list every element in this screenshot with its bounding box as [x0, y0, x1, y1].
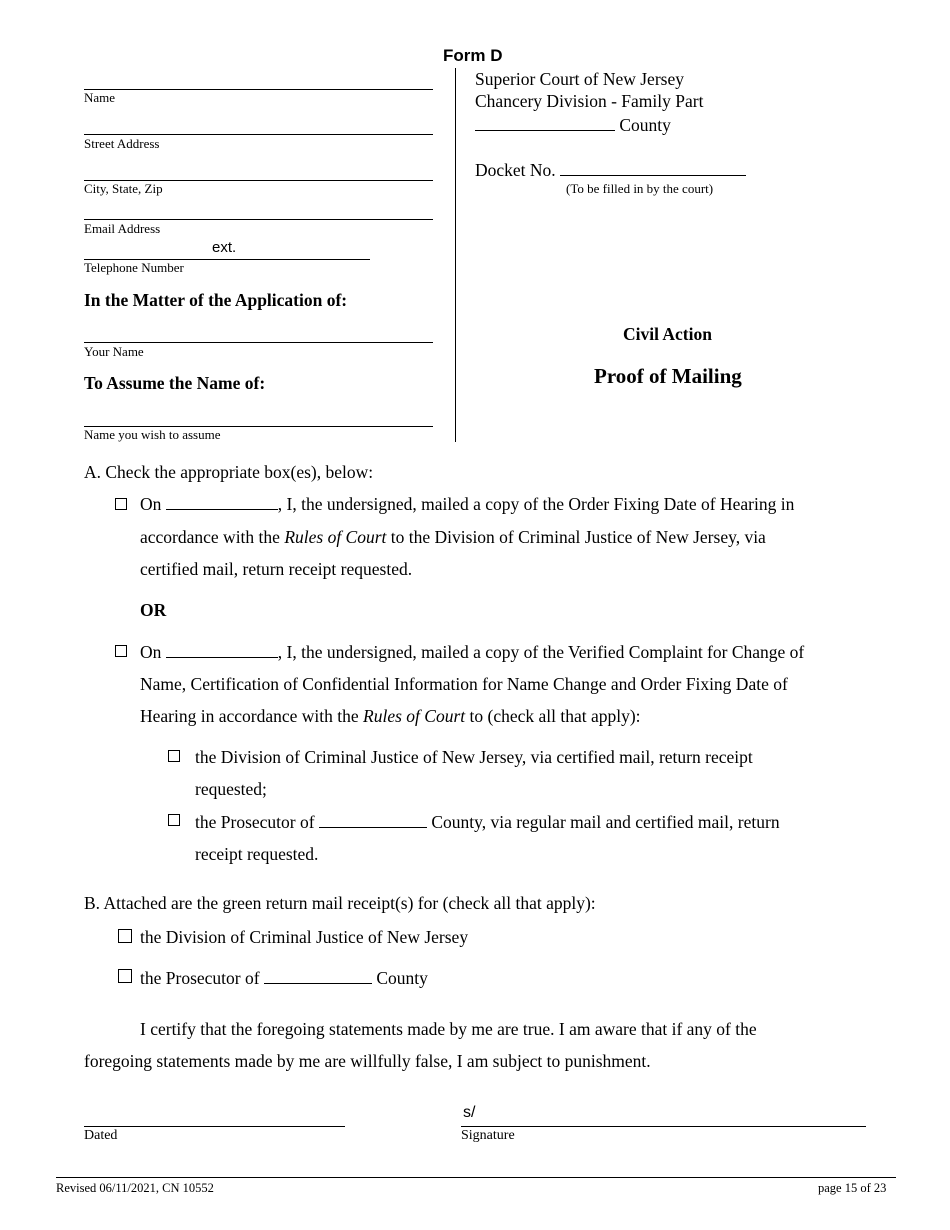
docket-line	[475, 160, 746, 181]
footer-page-number: page 15 of 23	[818, 1181, 887, 1195]
dated-label: Dated	[84, 1128, 118, 1143]
section-a-intro: A. Check the appropriate box(es), below:	[84, 462, 374, 482]
option2-line2: Name, Certification of Confidential Information for Name Change and Order Fixing Date of	[140, 674, 788, 694]
sub2-line2: receipt requested.	[195, 844, 319, 864]
civil-action-heading: Civil Action	[623, 324, 712, 344]
docket-note: (To be filled in by the court)	[566, 181, 714, 196]
county-label: County	[619, 115, 671, 135]
assume-heading: To Assume the Name of:	[84, 373, 266, 393]
name-field[interactable]	[84, 89, 433, 90]
b-option1-checkbox[interactable]	[118, 929, 132, 943]
option2-checkbox[interactable]	[115, 645, 127, 657]
b-option2-checkbox[interactable]	[118, 969, 132, 983]
option2-on: On	[140, 642, 162, 662]
docket-label: Docket No.	[475, 160, 556, 180]
sub1-line2: requested;	[195, 779, 267, 799]
matter-heading: In the Matter of the Application of:	[84, 290, 348, 310]
sub2-checkbox[interactable]	[168, 814, 180, 826]
b-option2-text-b: County	[376, 968, 428, 988]
option2-line1	[140, 642, 804, 663]
sub1-checkbox[interactable]	[168, 750, 180, 762]
your-name-label: Your Name	[84, 344, 144, 359]
footer-revised: Revised 06/11/2021, CN 10552	[56, 1181, 214, 1195]
option1-line3: certified mail, return receipt requested.	[140, 559, 413, 579]
your-name-field[interactable]	[84, 342, 433, 343]
section-b-intro: B. Attached are the green return mail receipt(s) for (check all that apply):	[84, 893, 596, 913]
sub1-line1: the Division of Criminal Justice of New Jersey, via certified mail, return receipt	[195, 747, 753, 767]
assume-name-label: Name you wish to assume	[84, 427, 221, 442]
b-option2-line	[140, 968, 428, 989]
certify-line1: I certify that the foregoing statements made by me are true. I am aware that if any of the	[140, 1019, 757, 1039]
street-address-label: Street Address	[84, 136, 160, 151]
sub2-county-field[interactable]	[319, 813, 427, 828]
court-name: Superior Court of New Jersey	[475, 69, 684, 89]
sub2-text-a: the Prosecutor of	[195, 812, 315, 832]
signature-field[interactable]	[461, 1126, 866, 1127]
rules-of-court: Rules of Court	[284, 527, 387, 547]
option1-text2a: accordance with the	[140, 527, 280, 547]
footer-rule	[56, 1177, 896, 1178]
option1-text2b: to the Division of Criminal Justice of New Jersey, via	[390, 527, 766, 547]
document-title: Proof of Mailing	[594, 364, 742, 388]
or-separator: OR	[140, 600, 167, 620]
county-line	[475, 115, 671, 136]
certify-line2: foregoing statements made by me are willfully false, I am subject to punishment.	[84, 1051, 651, 1071]
option1-checkbox[interactable]	[115, 498, 127, 510]
city-state-zip-label: City, State, Zip	[84, 181, 163, 196]
option2-line3	[140, 706, 641, 727]
telephone-label: Telephone Number	[84, 260, 184, 275]
name-label: Name	[84, 90, 116, 105]
option2-date-field[interactable]	[166, 643, 278, 658]
option1-on: On	[140, 494, 162, 514]
dated-field[interactable]	[84, 1126, 345, 1127]
docket-field[interactable]	[560, 161, 746, 176]
b-option2-county-field[interactable]	[264, 969, 372, 984]
email-label: Email Address	[84, 221, 161, 236]
court-division: Chancery Division - Family Part	[475, 91, 704, 111]
option1-text: , I, the undersigned, mailed a copy of the Order Fixing Date of Hearing in	[277, 494, 795, 514]
option2-text3b: to (check all that apply):	[469, 706, 641, 726]
b-option2-text-a: the Prosecutor of	[140, 968, 260, 988]
phone-ext-label: ext.	[212, 239, 237, 256]
option2-text: , I, the undersigned, mailed a copy of the Verified Complaint for Change of	[277, 642, 805, 662]
sub2-line1	[195, 812, 780, 833]
header-divider	[455, 68, 456, 442]
option1-line2	[140, 527, 766, 548]
county-field[interactable]	[475, 116, 615, 131]
rules-of-court: Rules of Court	[363, 706, 466, 726]
form-title: Form D	[443, 46, 503, 65]
option1-date-field[interactable]	[166, 495, 278, 510]
email-field[interactable]	[84, 219, 433, 220]
option2-text3a: Hearing in accordance with the	[140, 706, 359, 726]
signature-label: Signature	[461, 1128, 515, 1143]
option1-line1	[140, 494, 794, 515]
b-option1-text: the Division of Criminal Justice of New Jersey	[140, 927, 469, 947]
sub2-text-b: County, via regular mail and certified mail, return	[431, 812, 780, 832]
signature-prefix: s/	[463, 1104, 476, 1121]
street-address-field[interactable]	[84, 134, 433, 135]
